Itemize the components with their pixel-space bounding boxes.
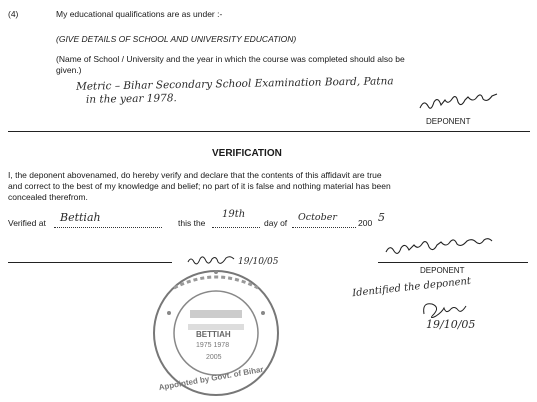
verified-at-label: Verified at (8, 218, 46, 228)
month-value: October (298, 212, 337, 223)
stamp-year: 2005 (206, 354, 222, 361)
verified-at-value: Bettiah (60, 211, 101, 224)
witness-date: 19/10/05 (238, 257, 279, 267)
stamp-reg-number: 1975 1978 (196, 342, 230, 349)
request-line-1: (Name of School / University and the year in which the course was completed should also be (56, 54, 405, 64)
day-value: 19th (222, 209, 246, 220)
section-divider (8, 131, 530, 132)
deponent-label-2: DEPONENT (420, 266, 465, 275)
stamp-lower-text: Appointed by Govt. of Bihar (158, 364, 265, 393)
deponent-line-2 (378, 262, 528, 263)
deponent-signature-1 (418, 96, 504, 116)
request-line-2: given.) (56, 65, 82, 75)
stamp-city: BETTIAH (196, 330, 231, 339)
verification-line-2: and correct to the best of my knowledge and belief; no part of it is false and nothing material has been (8, 181, 391, 191)
section-heading: My educational qualifications are as under :- (56, 9, 223, 19)
verification-title: VERIFICATION (212, 148, 282, 159)
identification-date: 19/10/05 (426, 318, 476, 331)
day-dots (212, 227, 260, 228)
this-the-label: this the (178, 218, 206, 228)
deponent-label-1: DEPONENT (426, 117, 471, 126)
section-number: (4) (8, 9, 19, 19)
day-of-label: day of (264, 218, 288, 228)
verified-at-dots (54, 227, 162, 228)
handwritten-qualification-line-1: Metric – Bihar Secondary School Examination Board, Patna (75, 75, 394, 93)
verification-line-3: concealed therefrom. (8, 192, 88, 202)
year-prefix: 200 (358, 218, 373, 228)
deponent-signature-2 (384, 240, 504, 260)
instruction-text: (GIVE DETAILS OF SCHOOL AND UNIVERSITY EDUCATION) (56, 34, 297, 44)
year-suffix: 5 (378, 211, 385, 224)
verification-divider (8, 262, 172, 263)
month-dots (292, 227, 356, 228)
identified-note: Identified the deponent (351, 275, 472, 300)
handwritten-qualification-line-2: in the year 1978. (85, 92, 177, 106)
verification-line-1: I, the deponent abovenamed, do hereby verify and declare that the contents of this affidavit are true (8, 170, 382, 180)
